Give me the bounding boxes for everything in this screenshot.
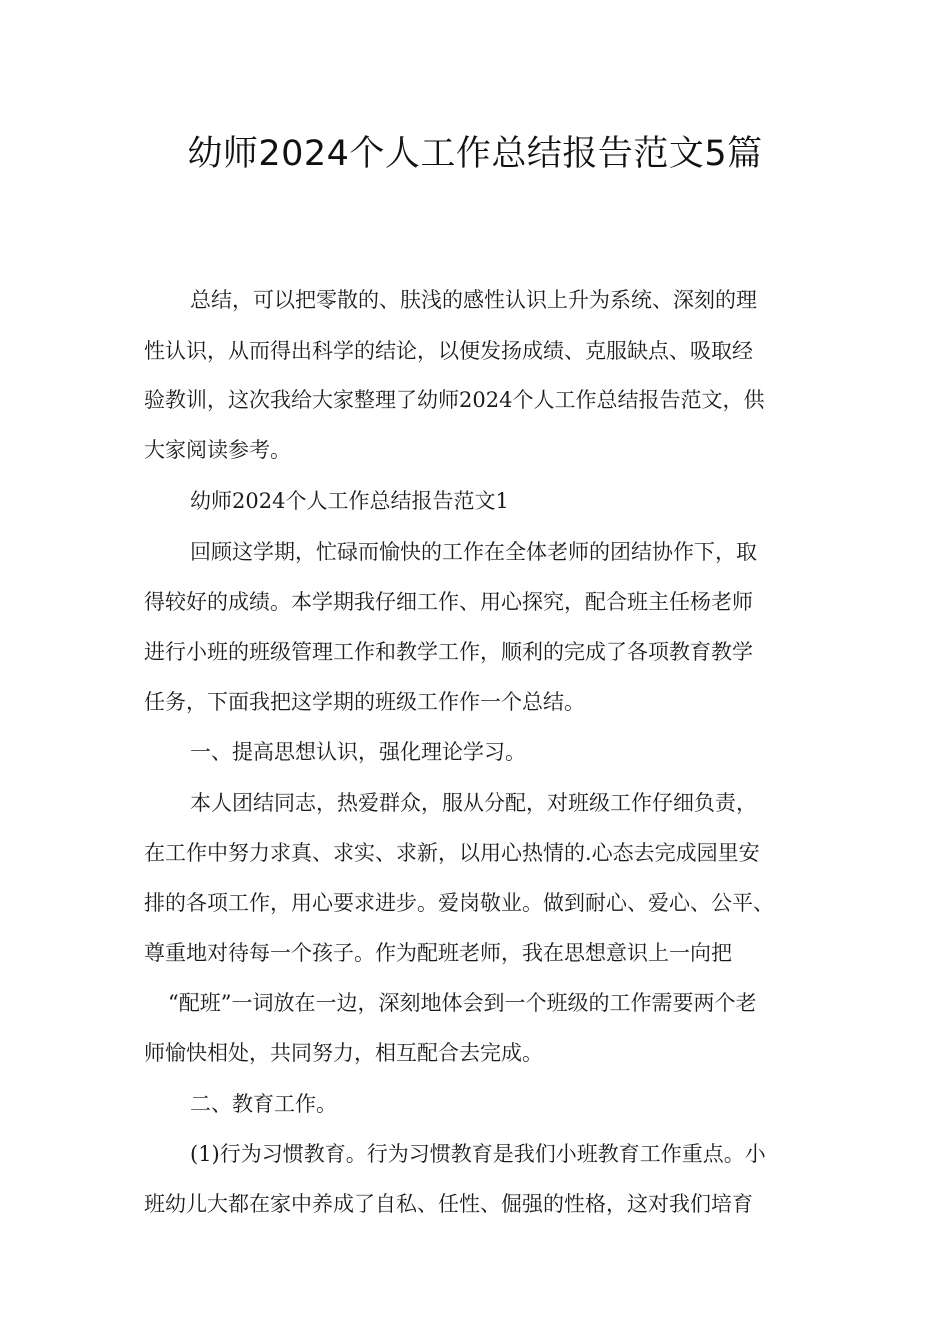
line-text: 排的各项工作，用心要求进步。爱岗敬业。做到耐心、爱心、公平、 [144, 891, 774, 915]
text-line [0, 783, 950, 823]
line-text: 得较好的成绩。本学期我仔细工作、用心探究，配合班主任杨老师 [144, 590, 753, 614]
text-line [0, 1033, 950, 1073]
text-line [0, 532, 950, 572]
line-text: 二、教育工作。 [190, 1092, 337, 1116]
line-text: (1)行为习惯教育。行为习惯教育是我们小班教育工作重点。小 [190, 1142, 766, 1166]
text-line [0, 331, 950, 371]
line-text: 师愉快相处，共同努力，相互配合去完成。 [144, 1041, 543, 1065]
line-text: 本人团结同志，热爱群众，服从分配，对班级工作仔细负责， [190, 791, 757, 815]
line-text: 验教训，这次我给大家整理了幼师2024个人工作总结报告范文，供 [144, 388, 765, 412]
line-text: 回顾这学期，忙碌而愉快的工作在全体老师的团结协作下，取 [190, 540, 757, 564]
line-text: 性认识，从而得出科学的结论，以便发扬成绩、克服缺点、吸取经 [144, 339, 753, 363]
line-text: 进行小班的班级管理工作和教学工作，顺利的完成了各项教育教学 [144, 640, 753, 664]
line-text: 一、提高思想认识，强化理论学习。 [190, 740, 526, 764]
text-line [0, 1134, 950, 1174]
text-line [0, 1184, 950, 1224]
line-text: 尊重地对待每一个孩子。作为配班老师，我在思想意识上一向把 [144, 941, 732, 965]
line-text: 幼师2024个人工作总结报告范文1 [190, 489, 509, 513]
line-text: “配班”一词放在一边，深刻地体会到一个班级的工作需要两个老 [168, 991, 757, 1015]
text-line [0, 833, 950, 873]
text-line [0, 430, 950, 470]
text-line [0, 380, 950, 420]
text-line [0, 983, 950, 1023]
text-line [0, 582, 950, 622]
text-line [0, 933, 950, 973]
line-text: 任务，下面我把这学期的班级工作作一个总结。 [144, 690, 585, 714]
line-text: 大家阅读参考。 [144, 438, 291, 462]
section-heading [0, 1084, 950, 1124]
document-title: 幼师2024个人工作总结报告范文5篇 [187, 134, 763, 174]
section-heading [0, 732, 950, 772]
line-text: 总结，可以把零散的、肤浅的感性认识上升为系统、深刻的理 [190, 288, 757, 312]
line-text: 在工作中努力求真、求实、求新，以用心热情的.心态去完成园里安 [144, 841, 760, 865]
text-line [0, 280, 950, 320]
section-heading [0, 481, 950, 521]
line-text: 班幼儿大都在家中养成了自私、任性、倔强的性格，这对我们培育 [144, 1192, 753, 1216]
text-line [0, 632, 950, 672]
text-line [0, 682, 950, 722]
text-line [0, 883, 950, 923]
